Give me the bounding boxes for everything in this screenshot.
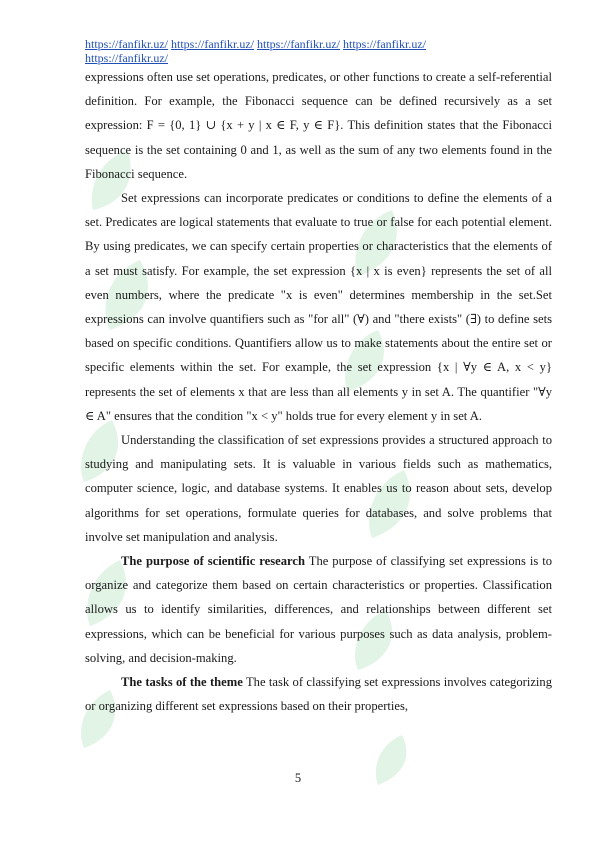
header-links (85, 37, 515, 65)
paragraph-predicates: Set expressions can incorporate predicates or conditions to define the elements of a set. Predicates are logical statements that evaluate to true or false for each potential element. By using predicates, we can specify certain properties or characteristics that the elements of a set must satisfy. For example, the set expression {x | x is even} represents the set of all even numbers, where the predicate "x is even" determines membership in the set.Set expressions can involve quantifiers such as "for all" (∀) and "there exists" (∃) to define sets based on specific conditions. Quantifiers allow us to make statements about the entire set or specific elements within the set. For example, the set expression {x | ∀y ∈ A, x < y} represents the set of elements x that are less than all elements y in set A. The quantifier "∀y ∈ A" ensures that the condition "x < y" holds true for every element y in set A. (85, 191, 552, 423)
page-number: 5 (294, 771, 302, 785)
header-link[interactable]: https://fanfikr.uz/ (85, 51, 168, 65)
tasks-heading: The tasks of the theme (121, 675, 243, 690)
paragraph-classification: Understanding the classification of set expressions provides a structured approach to studying and manipulating sets. It is valuable in various fields such as mathematics, computer science, logic, and database systems. It enables us to reason about sets, develop algorithms for set operations, formulate queries for databases, and solve problems that involve set manipulation and analysis. (85, 433, 552, 544)
purpose-text: The purpose of classifying set expressions is to organize and categorize them based on certain characteristics or properties. Classification allows us to identify similarities, differences, and relationships between different set expressions, which can be beneficial for various purposes such as data analysis, problem-solving, and decision-making. (85, 554, 552, 665)
purpose-heading: The purpose of scientific research (121, 554, 306, 569)
tasks-text: The task of classifying set expressions involves categorizing or organizing different set expressions based on their properties, (85, 675, 553, 714)
paragraph-purpose (85, 549, 552, 670)
paragraph-tasks (85, 670, 552, 718)
header-link[interactable]: https://fanfikr.uz/ (85, 37, 168, 51)
paragraph-fibonacci: expressions often use set operations, predicates, or other functions to create a self-referential definition. For example, the Fibonacci sequence can be defined recursively as a set expression: F = {0, 1} ∪ {x + y | x ∈ F, y ∈ F}. This definition states that the Fibonacci sequence is the set containing 0 and 1, as well as the sum of any two elements found in the Fibonacci sequence. (85, 70, 552, 181)
header-link[interactable]: https://fanfikr.uz/ (343, 37, 426, 51)
body-text (85, 65, 552, 718)
header-link[interactable]: https://fanfikr.uz/ (171, 37, 254, 51)
header-link[interactable]: https://fanfikr.uz/ (257, 37, 340, 51)
